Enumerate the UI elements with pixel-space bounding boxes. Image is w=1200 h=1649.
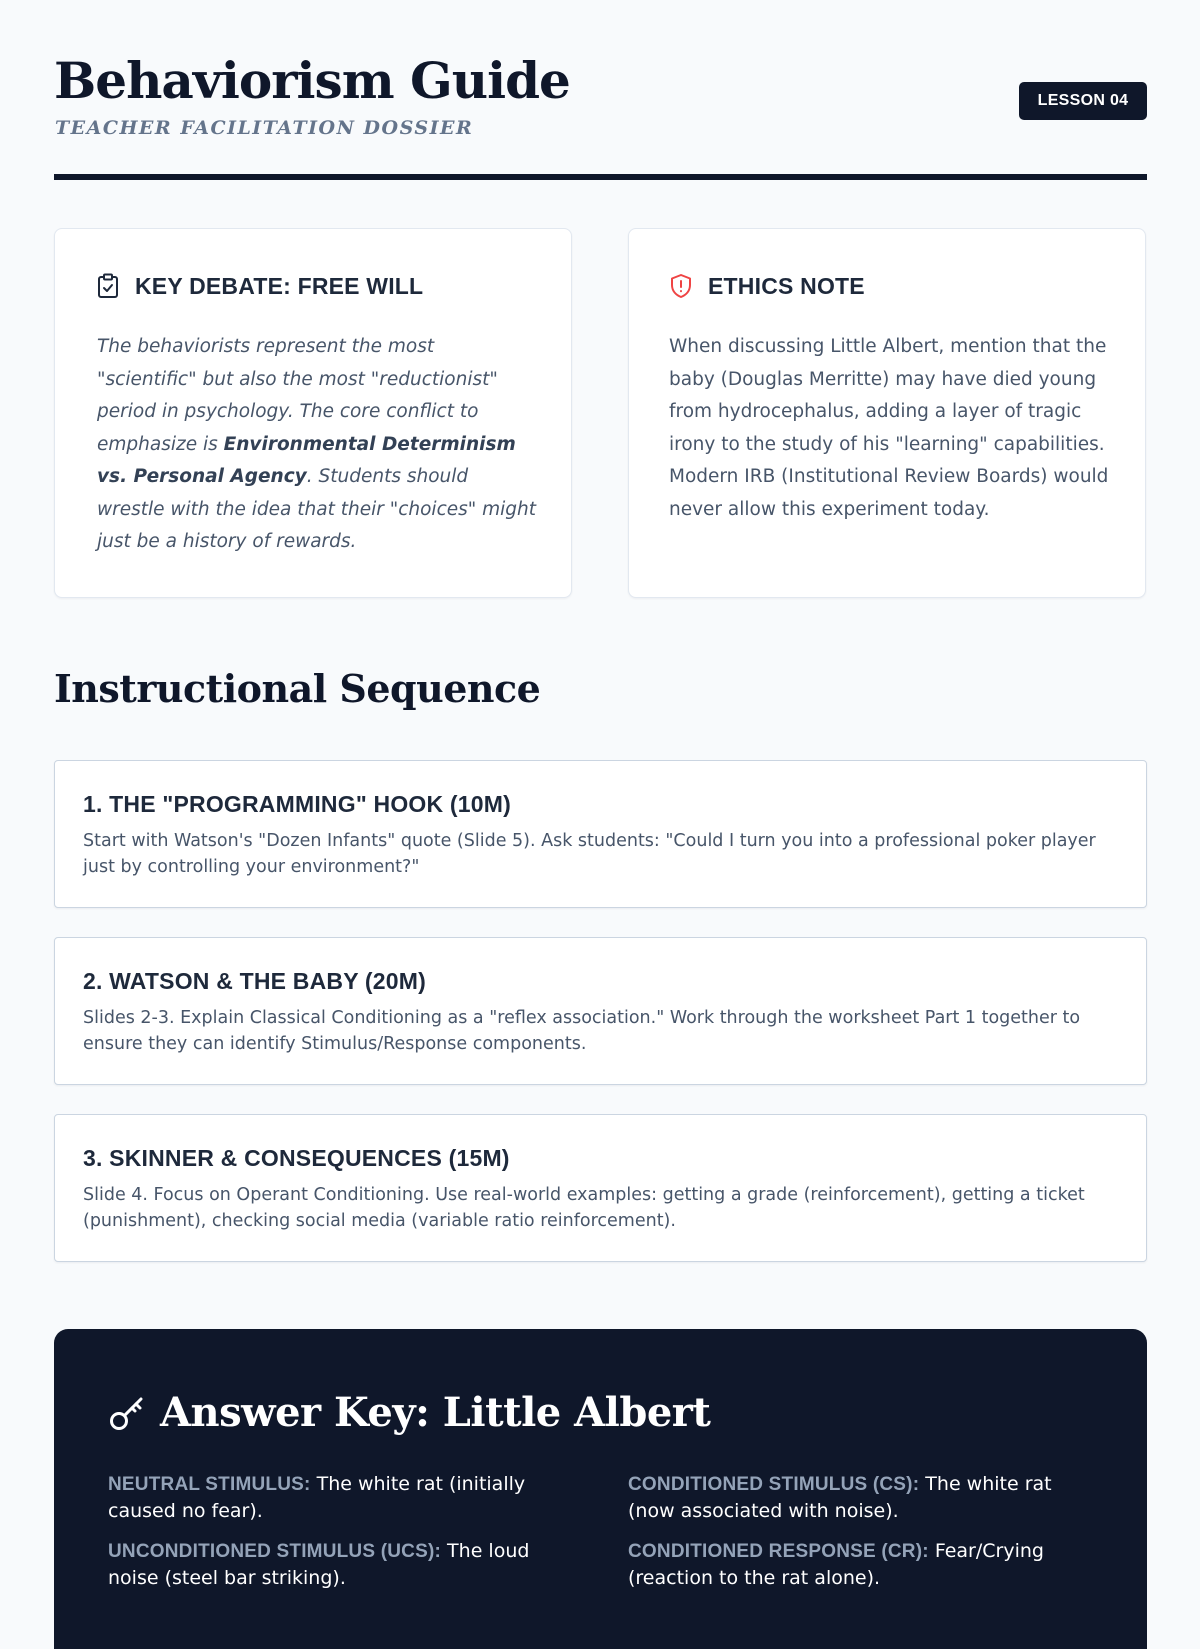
answer-key-title: Answer Key: Little Albert — [160, 1389, 711, 1436]
page-title: Behaviorism Guide — [54, 51, 570, 110]
section-title-instructional-sequence: Instructional Sequence — [54, 666, 541, 711]
sequence-step — [54, 760, 1147, 908]
answer-key-panel — [54, 1329, 1147, 1649]
step-title: 2. WATSON & THE BABY (20M) — [83, 968, 426, 994]
step-description: Start with Watson's "Dozen Infants" quote (Slide 5). Ask students: "Could I turn you into a professional poker player just by controlling your environment?" — [83, 831, 1096, 877]
answer-key-text: The white rat (now associated with noise). — [628, 1473, 1052, 1522]
answer-key-label: UNCONDITIONED STIMULUS (UCS): — [108, 1541, 442, 1562]
ethics-note-card — [628, 228, 1146, 598]
page-header — [54, 52, 1147, 180]
ethics-note-header — [670, 271, 865, 301]
ethics-note-text: When discussing Little Albert, mention that the baby (Douglas Merritte) may have died young from hydrocephalus, adding a layer of tragic irony to the study of his "learning" capabilities. Modern IRB (Institutional Review Boards) would never allow this experiment today. — [669, 336, 1109, 520]
key-debate-emphasis: Environmental Determinism vs. Personal Agency — [97, 433, 516, 487]
answer-key-text: Fear/Crying (reaction to the rat alone). — [628, 1540, 1044, 1589]
clipboard-check-icon — [97, 273, 119, 299]
answer-key-text: The loud noise (steel bar striking). — [108, 1540, 530, 1589]
step-description: Slide 4. Focus on Operant Conditioning. Use real-world examples: getting a grade (reinforcement), getting a ticket (punishment), checking social media (variable ratio reinforcement). — [83, 1185, 1085, 1231]
key-debate-header — [97, 271, 423, 301]
step-title: 1. THE "PROGRAMMING" HOOK (10M) — [83, 791, 511, 817]
key-debate-title: KEY DEBATE: FREE WILL — [135, 272, 424, 299]
step-description: Slides 2-3. Explain Classical Conditioning as a "reflex association." Work through the worksheet Part 1 together to ensure they can identify Stimulus/Response components. — [83, 1008, 1081, 1054]
step-title: 3. SKINNER & CONSEQUENCES (15M) — [83, 1145, 510, 1171]
sequence-step — [54, 1114, 1147, 1262]
answer-key-item — [108, 1538, 548, 1592]
shield-alert-icon — [670, 273, 692, 299]
key-debate-text-part: . Students should wrestle with the idea that their "choices" might just be a history of rewards. — [97, 466, 537, 552]
ethics-note-title: ETHICS NOTE — [708, 272, 865, 299]
answer-key-header — [108, 1389, 710, 1436]
key-debate-card — [54, 228, 572, 598]
answer-key-label: CONDITIONED STIMULUS (CS): — [628, 1474, 920, 1495]
answer-key-label: NEUTRAL STIMULUS: — [108, 1474, 311, 1495]
answer-key-text: The white rat (initially caused no fear). — [108, 1473, 526, 1522]
answer-key-item — [628, 1471, 1068, 1525]
key-debate-text-part: The behaviorists represent the most "scientific" but also the most "reductionist" period in psychology. The core conflict to emphasize is — [97, 336, 498, 455]
sequence-step — [54, 937, 1147, 1085]
answer-key-label: CONDITIONED RESPONSE (CR): — [628, 1541, 929, 1562]
answer-key-item — [108, 1471, 548, 1525]
answer-key-item — [628, 1538, 1068, 1592]
lesson-badge: LESSON 04 — [1019, 82, 1147, 120]
page-subtitle: TEACHER FACILITATION DOSSIER — [55, 117, 474, 139]
key-debate-text — [97, 331, 537, 559]
key-icon — [108, 1394, 146, 1432]
